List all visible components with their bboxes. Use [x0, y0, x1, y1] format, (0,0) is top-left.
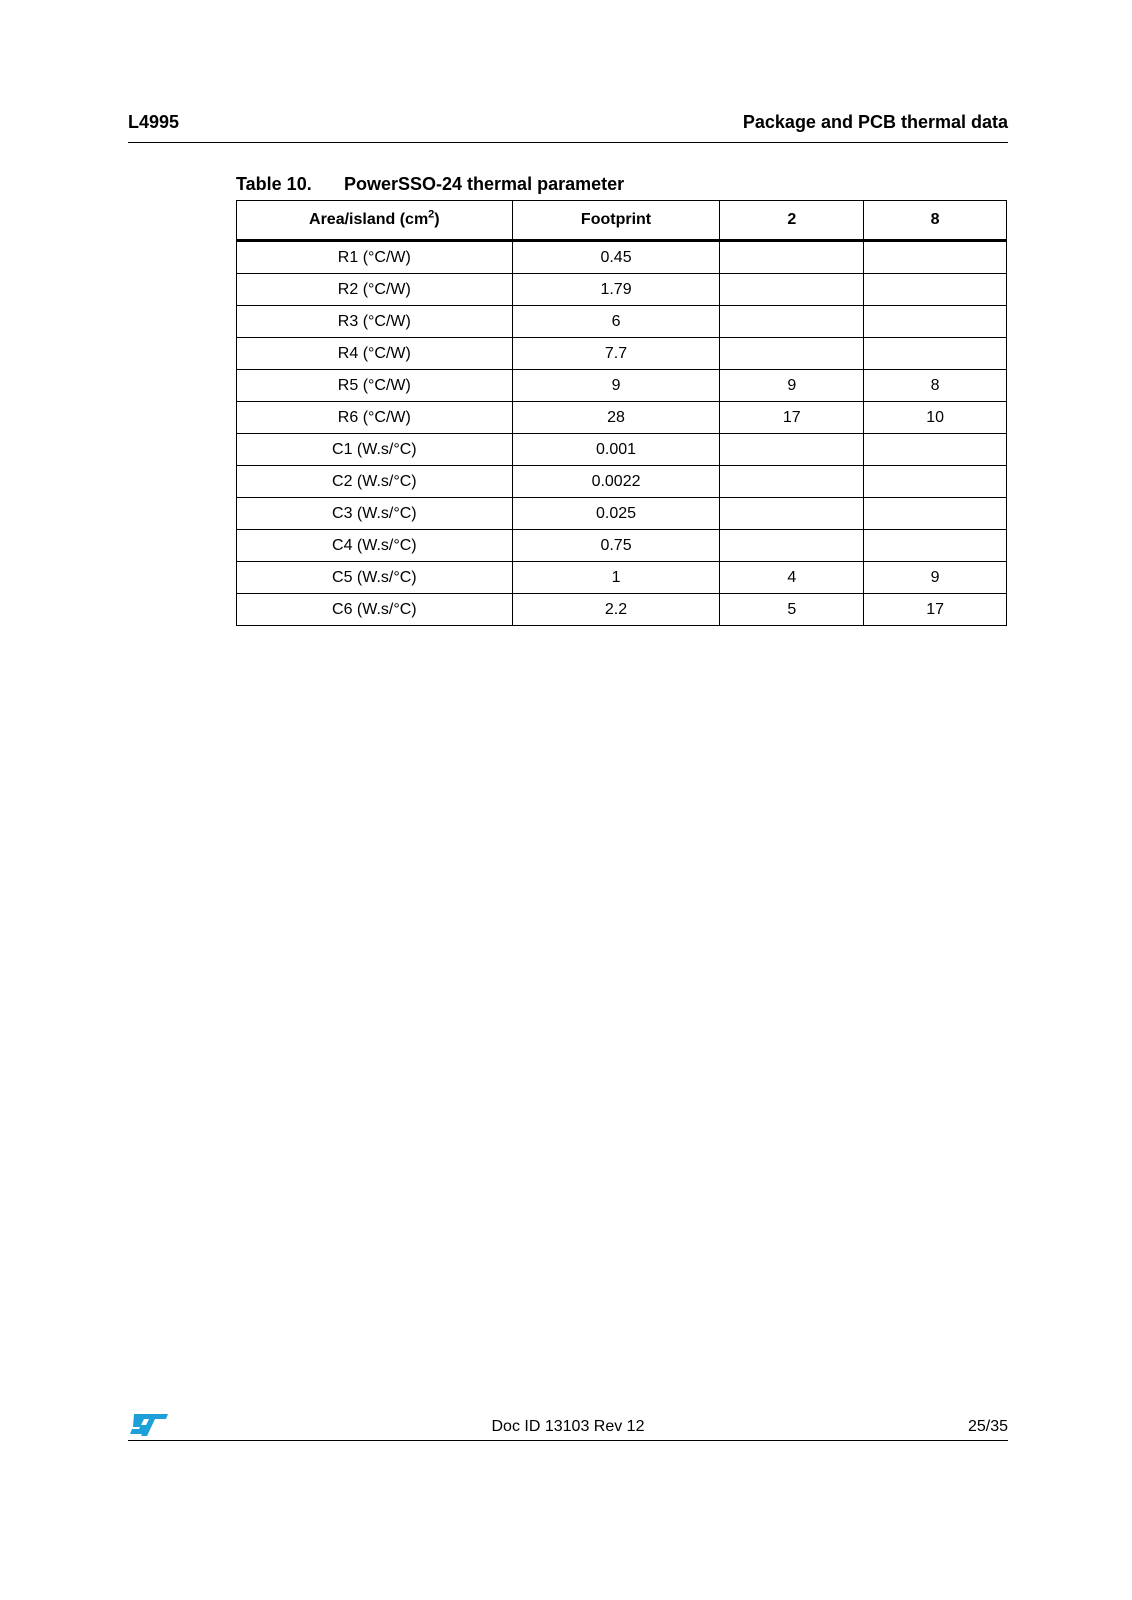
cell-area-2: [720, 241, 864, 274]
cell-area-8: [864, 274, 1007, 306]
cell-footprint: 1.79: [512, 274, 720, 306]
cell-area-8: [864, 241, 1007, 274]
cell-area-2: [720, 338, 864, 370]
cell-parameter: R6 (°C/W): [237, 402, 513, 434]
table-row: [237, 274, 1007, 306]
cell-area-8: [864, 466, 1007, 498]
cell-area-2: [720, 498, 864, 530]
table-row: [237, 338, 1007, 370]
cell-parameter: C6 (W.s/°C): [237, 594, 513, 626]
header-area-2: 2: [720, 201, 864, 241]
cell-parameter: C4 (W.s/°C): [237, 530, 513, 562]
table-row: [237, 306, 1007, 338]
table-row: [237, 562, 1007, 594]
part-number: L4995: [128, 112, 180, 132]
cell-footprint: 0.75: [512, 530, 720, 562]
table-caption: [236, 174, 624, 195]
cell-parameter: R3 (°C/W): [237, 306, 513, 338]
header-footprint: Footprint: [512, 201, 720, 241]
table-row: [237, 466, 1007, 498]
cell-footprint: 0.025: [512, 498, 720, 530]
cell-parameter: C2 (W.s/°C): [237, 466, 513, 498]
doc-id: Doc ID 13103 Rev 12: [491, 1418, 645, 1435]
thermal-parameter-table: [236, 200, 1007, 626]
cell-parameter: R5 (°C/W): [237, 370, 513, 402]
table-row: [237, 594, 1007, 626]
cell-area-8: [864, 530, 1007, 562]
cell-footprint: 0.0022: [512, 466, 720, 498]
cell-area-8: [864, 498, 1007, 530]
header-area-island: Area/island $(cm^2)$: [237, 201, 513, 241]
cell-area-8: [864, 434, 1007, 466]
table-body: [237, 241, 1007, 626]
cell-footprint: 7.7: [512, 338, 720, 370]
cell-footprint: 9: [512, 370, 720, 402]
page-footer: [128, 1416, 1008, 1441]
cell-footprint: 2.2: [512, 594, 720, 626]
cell-parameter: R4 (°C/W): [237, 338, 513, 370]
cell-area-8: 8: [864, 370, 1007, 402]
cell-footprint: 28: [512, 402, 720, 434]
cell-area-8: [864, 306, 1007, 338]
cell-area-2: 4: [720, 562, 864, 594]
table-caption-number: Table 10.: [236, 174, 312, 194]
cell-area-8: 17: [864, 594, 1007, 626]
cell-footprint: 0.45: [512, 241, 720, 274]
cell-area-2: [720, 530, 864, 562]
cell-area-2: 17: [720, 402, 864, 434]
cell-footprint: 1: [512, 562, 720, 594]
table-row: [237, 498, 1007, 530]
table-row: [237, 370, 1007, 402]
table-row: [237, 434, 1007, 466]
cell-area-8: 10: [864, 402, 1007, 434]
cell-parameter: C3 (W.s/°C): [237, 498, 513, 530]
table-caption-title: PowerSSO-24 thermal parameter: [344, 174, 625, 194]
header-area-8: 8: [864, 201, 1007, 241]
cell-area-8: [864, 338, 1007, 370]
table-row: [237, 241, 1007, 274]
cell-area-2: [720, 434, 864, 466]
cell-area-2: 5: [720, 594, 864, 626]
table-header-row: [237, 201, 1007, 241]
cell-footprint: 0.001: [512, 434, 720, 466]
page-header: [128, 108, 1008, 143]
section-title: Package and PCB thermal data: [742, 112, 1008, 132]
cell-area-2: [720, 306, 864, 338]
cell-area-2: [720, 274, 864, 306]
cell-area-8: 9: [864, 562, 1007, 594]
cell-parameter: R1 (°C/W): [237, 241, 513, 274]
table-row: [237, 530, 1007, 562]
cell-parameter: R2 (°C/W): [237, 274, 513, 306]
cell-footprint: 6: [512, 306, 720, 338]
cell-parameter: C5 (W.s/°C): [237, 562, 513, 594]
cell-parameter: C1 (W.s/°C): [237, 434, 513, 466]
page-number: 25/35: [967, 1418, 1008, 1435]
table-row: [237, 402, 1007, 434]
cell-area-2: 9: [720, 370, 864, 402]
cell-area-2: [720, 466, 864, 498]
